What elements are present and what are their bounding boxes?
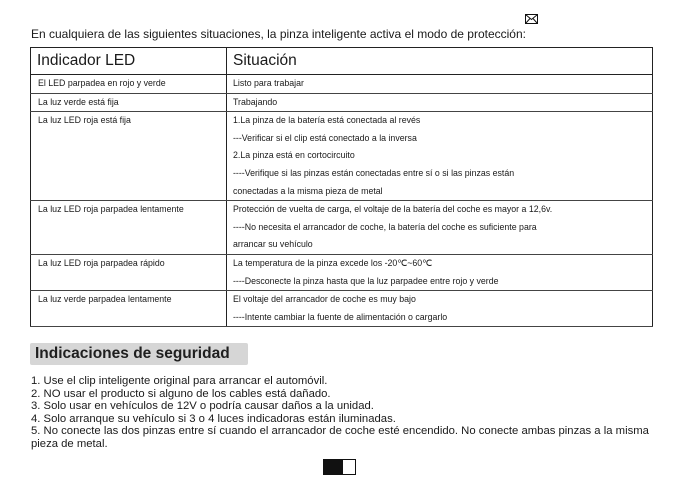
list-item: 3. Solo usar en vehículos de 12V o podría causar daños a la unidad. [31,400,374,413]
situation-line: ----Desconecte la pinza hasta que la luz parpadee entre rojo y verde [233,275,499,286]
led-table [30,47,653,327]
header-indicator: Indicador LED [31,48,227,75]
table-row [31,201,653,255]
safety-heading: Indicaciones de seguridad [35,345,230,362]
situation-line: 2.La pinza está en cortocircuito [233,150,355,161]
indicator-text: La luz verde está fija [38,96,119,107]
situation-cell [227,75,653,94]
page-marker-fill [324,460,343,474]
situation-line: 1.La pinza de la batería está conectada al revés [233,115,421,126]
situation-line: ----Verifique si las pinzas están conectadas entre sí o si las pinzas están [233,167,515,178]
indicator-cell [31,201,227,255]
situation-cell [227,112,653,201]
table-row [31,254,653,290]
situation-line: ---Verificar si el clip está conectado a la inversa [233,132,417,143]
situation-line: conectadas a la misma pieza de metal [233,185,383,196]
situation-cell [227,201,653,255]
indicator-cell [31,112,227,201]
page-marker-icon [323,459,356,475]
list-item: 5. No conecte las dos pinzas entre sí cuando el arrancador de coche esté encendido. No conecte ambas pinzas a la misma pieza de metal. [31,425,649,450]
list-item: 2. NO usar el producto si alguno de los cables está dañado. [31,387,331,400]
situation-line: Listo para trabajar [233,78,304,88]
situation-line: arrancar su vehículo [233,239,313,250]
situation-line: ----No necesita el arrancador de coche, la batería del coche es suficiente para [233,221,537,232]
indicator-cell [31,291,227,327]
indicator-text: El LED parpadea en rojo y verde [38,78,166,88]
intro-text: En cualquiera de las siguientes situaciones, la pinza inteligente activa el modo de protección: [31,27,526,41]
table-row [31,291,653,327]
safety-list [31,375,653,451]
list-item: 4. Solo arranque su vehículo si 3 o 4 luces indicadoras están iluminadas. [31,412,396,425]
indicator-text: La luz LED roja está fija [38,115,131,126]
situation-cell [227,291,653,327]
situation-line: Trabajando [233,96,278,107]
situation-line: El voltaje del arrancador de coche es muy bajo [233,294,416,305]
indicator-text: La luz LED roja parpadea lentamente [38,204,184,215]
table-header-row [31,48,653,75]
situation-cell [227,254,653,290]
header-situation: Situación [227,48,653,75]
indicator-text: La luz verde parpadea lentamente [38,294,172,305]
situation-line: ----Intente cambiar la fuente de alimentación o cargarlo [233,311,448,322]
table-row [31,93,653,112]
indicator-text: La luz LED roja parpadea rápido [38,257,165,268]
situation-line: La temperatura de la pinza excede los -20℃~60℃ [233,257,432,268]
envelope-icon [525,14,538,24]
table-row [31,112,653,201]
indicator-cell [31,93,227,112]
situation-line: Protección de vuelta de carga, el voltaje de la batería del coche es mayor a 12,6v. [233,204,553,215]
table-row [31,75,653,94]
situation-cell [227,93,653,112]
indicator-cell [31,75,227,94]
indicator-cell [31,254,227,290]
list-item: 1. Use el clip inteligente original para arrancar el automóvil. [31,375,328,387]
